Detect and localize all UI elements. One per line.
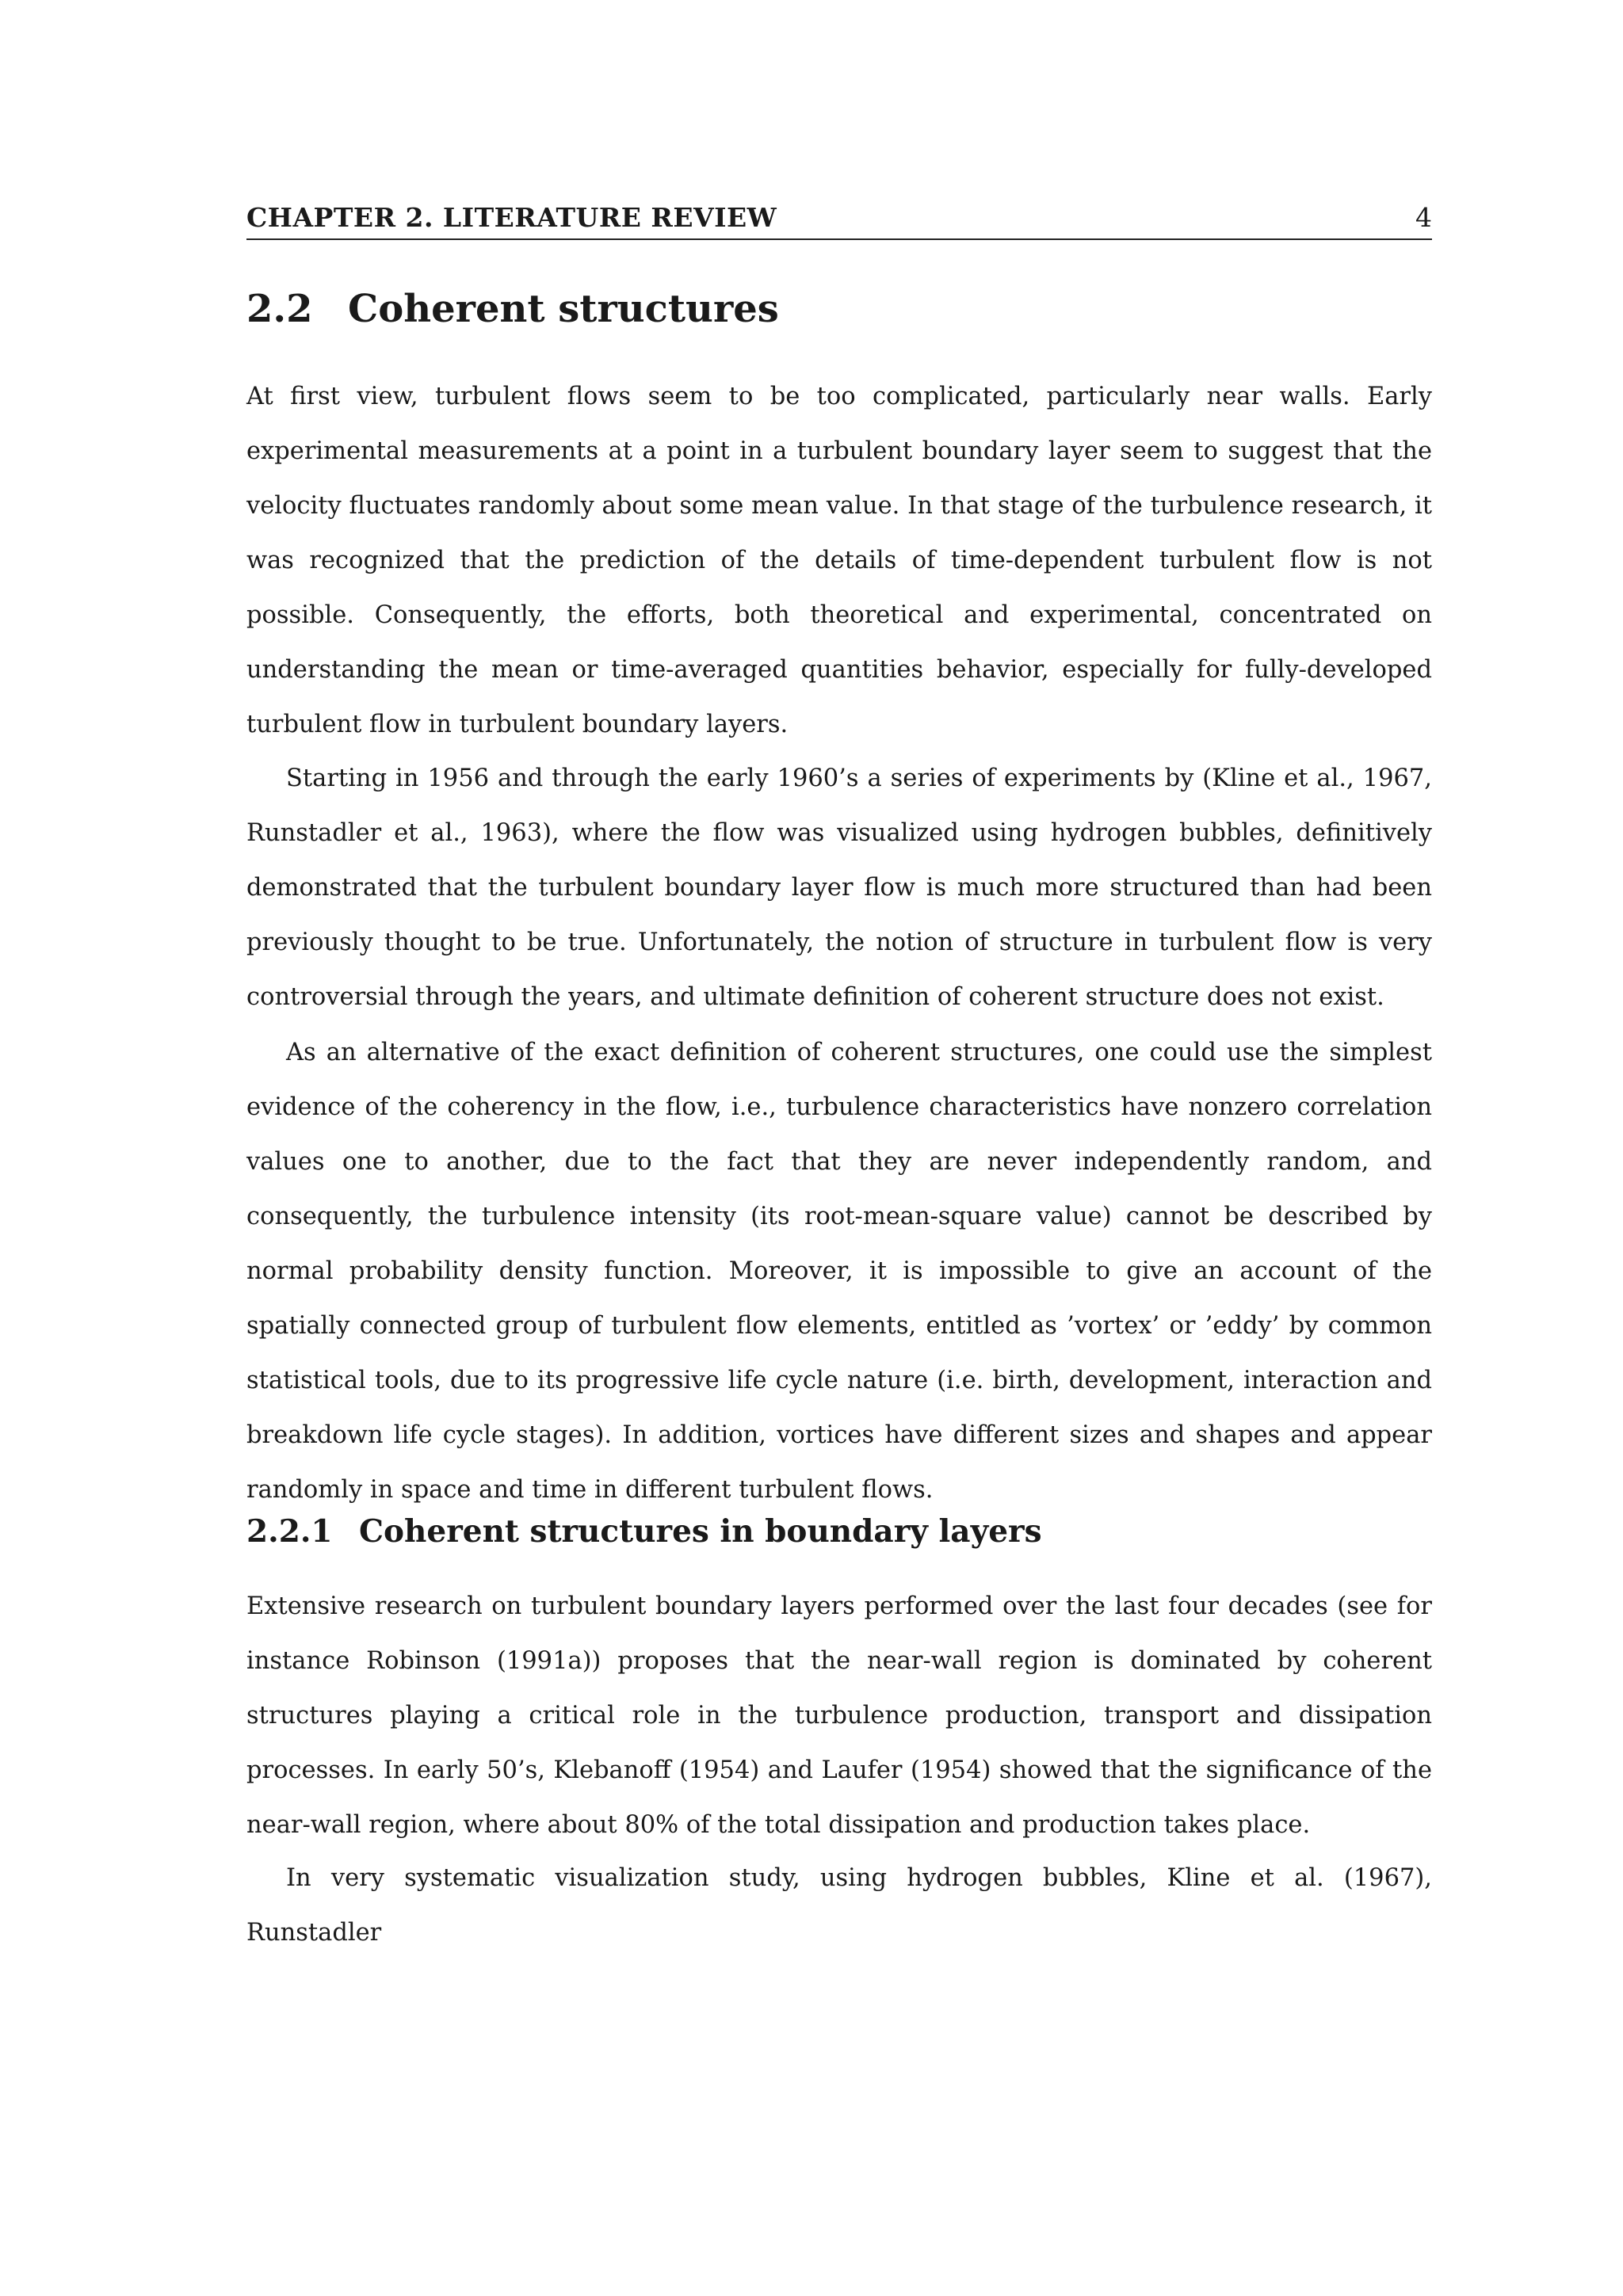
subsection-title: Coherent structures in boundary layers [359,1513,1042,1550]
paragraph-2: Starting in 1956 and through the early 1960’s a series of experiments by (Kline et al., 1967, Runstadler et al., 1963), where the flow was visualized using hydrogen bubbles, definitively demonstrated that the turbulent boundary layer flow is much more structured than had been previously thought to be true. Unfortunately, the notion of structure in turbulent flow is very controversial through the years, and ultimate definition of coherent structure does not exist. [246,765,1432,1011]
paragraph-1: At first view, turbulent flows seem to be too complicated, particularly near walls. Early experimental measurements at a point in a turbulent boundary layer seem to suggest that the velocity fluctuates randomly about some mean value. In that stage of the turbulence research, it was recognized that the prediction of the details of time-dependent turbulent flow is not possible. Consequently, the efforts, both theoretical and experimental, concentrated on understanding the mean or time-averaged quantities behavior, especially for fully-developed turbulent flow in turbulent boundary layers. [246,383,1432,738]
section-number: 2.2 [246,287,313,331]
section-title: Coherent structures [348,287,779,331]
page-number: 4 [1415,202,1432,233]
subsection-heading [246,1513,1042,1550]
subsection-paragraph-1: Extensive research on turbulent boundary layers performed over the last four decades (see for instance Robinson (1991a)) proposes that the near-wall region is dominated by coherent structures playing a critical role in the turbulence production, transport and dissipation processes. In early 50’s, Klebanoff (1954) and Laufer (1954) showed that the significance of the near-wall region, where about 80% of the total dissipation and production takes place. [246,1592,1432,1839]
running-header [246,202,1432,240]
section-heading [246,287,779,331]
subsection-paragraph-2: In very systematic visualization study, using hydrogen bubbles, Kline et al. (1967), Runstadler [246,1864,1432,1947]
subsection-number: 2.2.1 [246,1513,333,1550]
paragraph-3: As an alternative of the exact definition of coherent structures, one could use the simplest evidence of the coherency in the flow, i.e., turbulence characteristics have nonzero correlation values one to another, due to the fact that they are never independently random, and consequently, the turbulence intensity (its root-mean-square value) cannot be described by normal probability density function. Moreover, it is impossible to give an account of the spatially connected group of turbulent flow elements, entitled as ’vortex’ or ’eddy’ by common statistical tools, due to its progressive life cycle nature (i.e. birth, development, interaction and breakdown life cycle stages). In addition, vortices have different sizes and shapes and appear randomly in space and time in different turbulent flows. [246,1039,1432,1504]
chapter-title: CHAPTER 2. LITERATURE REVIEW [246,202,777,233]
